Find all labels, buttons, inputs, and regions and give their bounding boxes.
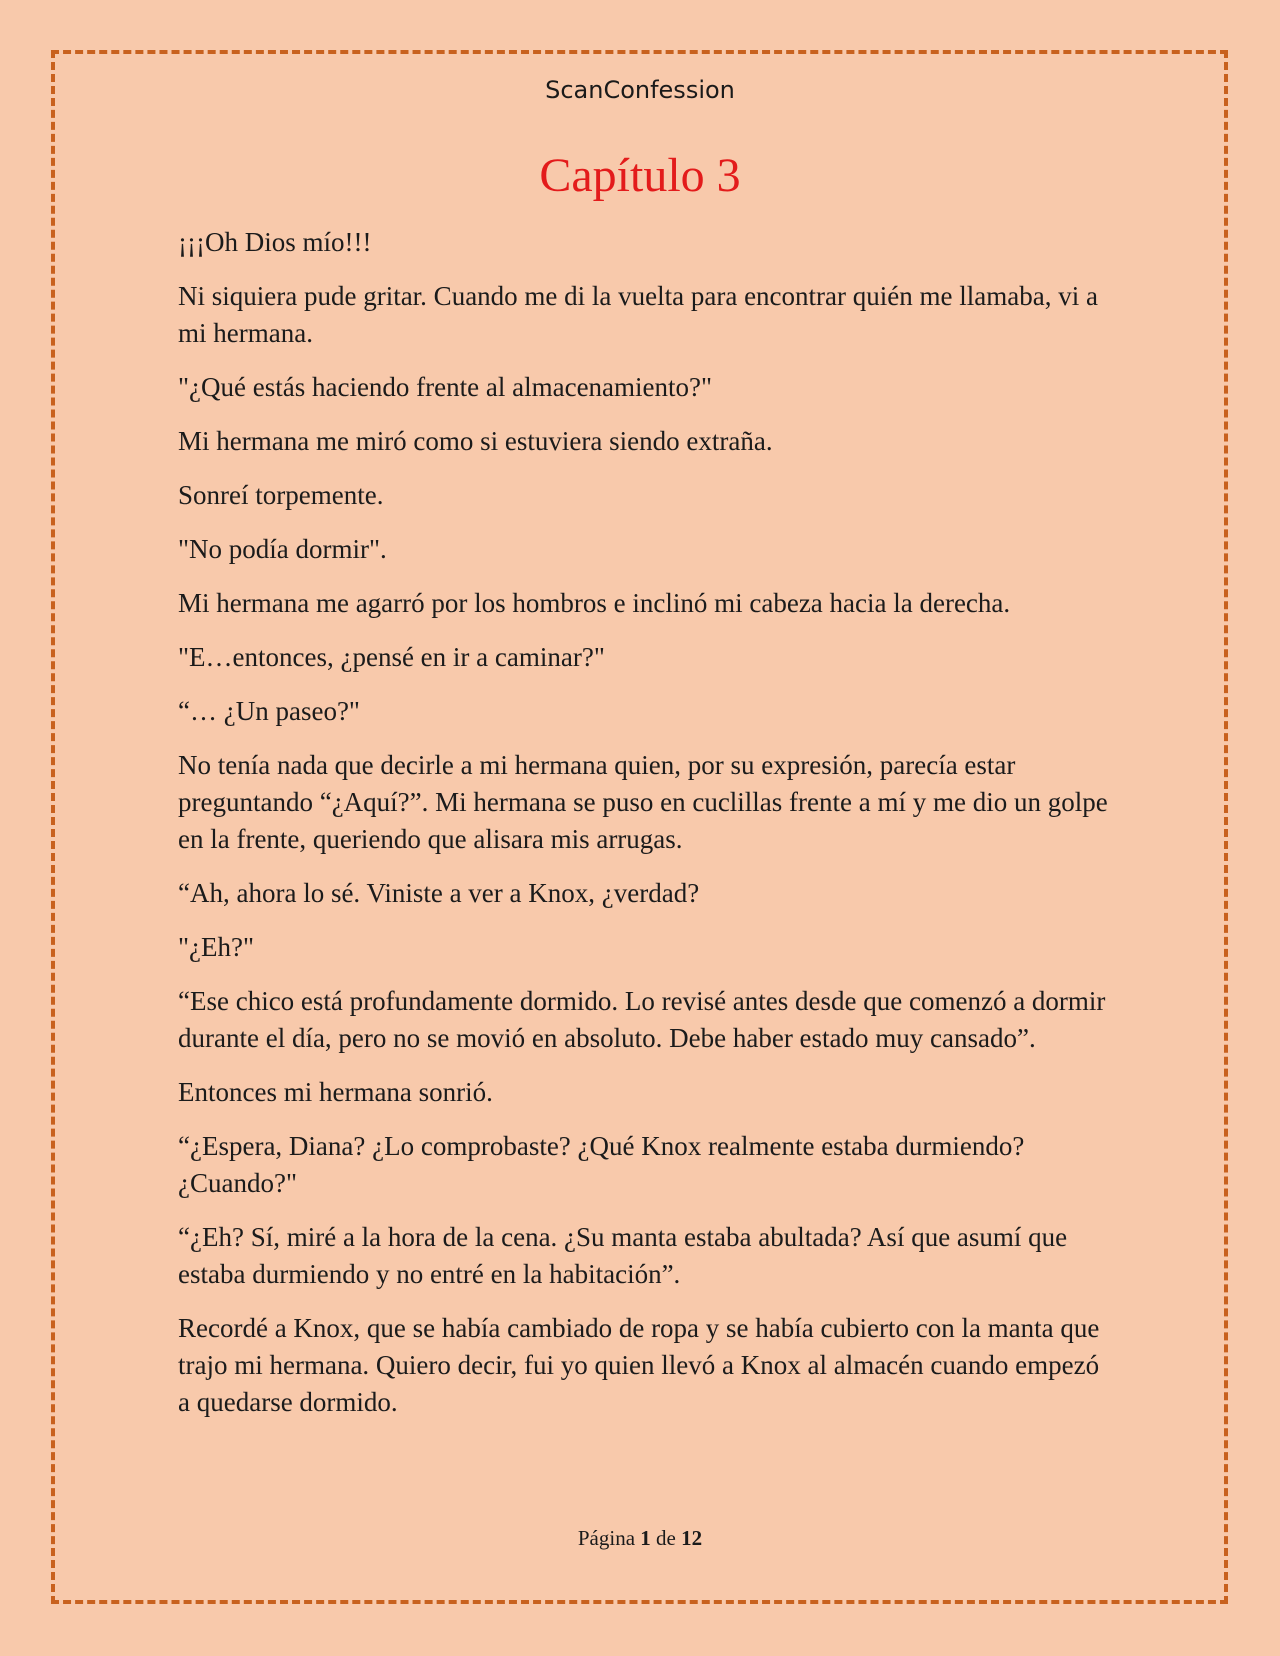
paragraph: Mi hermana me miró como si estuviera siendo extraña. [178,426,773,456]
of-label: de [656,1526,676,1550]
paragraph: "¿Qué estás haciendo frente al almacenamiento?" [178,372,713,402]
paragraph: ¡¡¡Oh Dios mío!!! [178,227,372,257]
paragraph: “¿Espera, Diana? ¿Lo comprobaste? ¿Qué Knox realmente estaba durmiendo? ¿Cuando?" [178,1131,1025,1198]
page-label: Página [577,1526,636,1550]
paragraph: "E…entonces, ¿pensé en ir a caminar?" [178,642,605,672]
paragraph: Entonces mi hermana sonrió. [178,1077,493,1107]
paragraph: Ni siquiera pude gritar. Cuando me di la vuelta para encontrar quién me llamaba, vi a mi hermana. [178,281,1098,348]
paragraph: "¿Eh?" [178,932,255,962]
chapter-title: Capítulo 3 [539,149,741,202]
paragraph: Recordé a Knox, que se había cambiado de ropa y se había cubierto con la manta que trajo mi hermana. Quiero decir, fui yo quien llevó a Knox al almacén cuando empezó a quedarse dormido. [178,1313,1100,1417]
page-header: ScanConfession [545,76,735,104]
chapter-body [178,224,1108,1438]
paragraph: No tenía nada que decirle a mi hermana quien, por su expresión, parecía estar preguntando “¿Aquí?”. Mi hermana se puso en cuclillas frente a mí y me dio un golpe en la frente, queriendo que alisara mis arrugas. [178,750,1108,854]
current-page: 1 [640,1526,651,1550]
page-number [0,1526,1280,1551]
paragraph: Mi hermana me agarró por los hombros e inclinó mi cabeza hacia la derecha. [178,588,1011,618]
paragraph: “Ah, ahora lo sé. Viniste a ver a Knox, ¿verdad? [178,878,700,908]
paragraph: "No podía dormir". [178,534,387,564]
paragraph: “… ¿Un paseo?" [178,696,360,726]
paragraph: “¿Eh? Sí, miré a la hora de la cena. ¿Su manta estaba abultada? Así que asumí que estaba durmiendo y no entré en la habitación”. [178,1222,1068,1289]
paragraph: “Ese chico está profundamente dormido. Lo revisé antes desde que comenzó a dormir durante el día, pero no se movió en absoluto. Debe haber estado muy cansado”. [178,986,1106,1053]
paragraph: Sonreí torpemente. [178,480,384,510]
total-pages: 12 [681,1526,703,1550]
